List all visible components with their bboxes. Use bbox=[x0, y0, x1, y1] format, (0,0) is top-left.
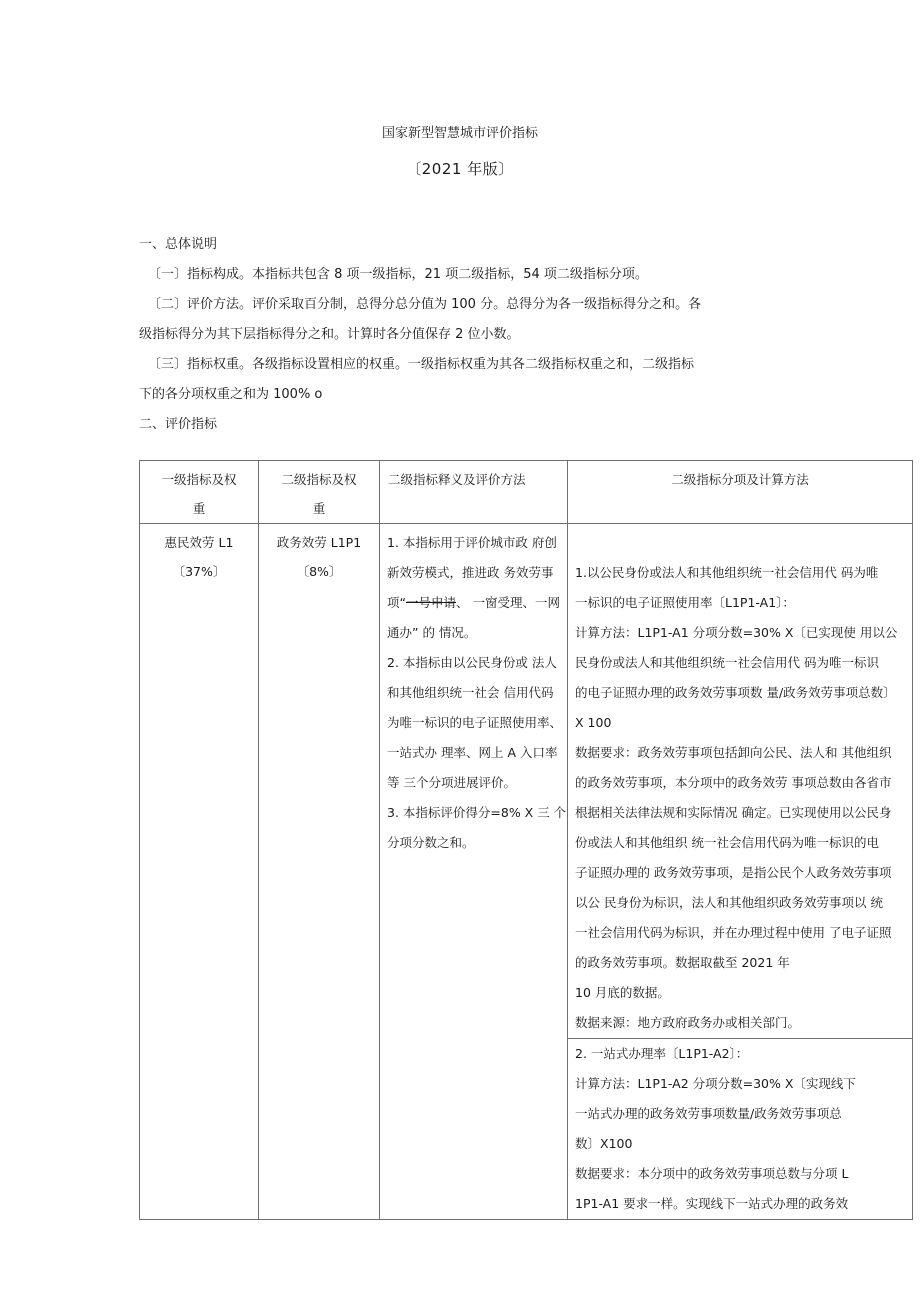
header-level2 bbox=[259, 461, 380, 524]
table-header-row bbox=[140, 461, 913, 524]
header-level1-line1: 一级指标及权 bbox=[161, 472, 237, 487]
subitem1-line: X 100 bbox=[575, 715, 612, 730]
paragraph-method-line-2: 级指标得分为其下层指标得分之和。计算时各分值保存 2 位小数。 bbox=[139, 327, 520, 342]
desc-line: 等 三个分项进展评价。 bbox=[387, 775, 516, 790]
desc-line: 和其他组织统一社会 信用代码 bbox=[387, 685, 554, 700]
level2-weight: 〔8%〕 bbox=[296, 564, 342, 579]
subitem1-line: 数据来源：地方政府政务办或相关部门。 bbox=[575, 1015, 801, 1030]
subitem1-line: 根据相关法律法规和实际情况 确定。已实现使用以公民身 bbox=[575, 805, 892, 820]
cell-level1 bbox=[140, 524, 259, 1220]
cell-subitem-1 bbox=[568, 524, 913, 1039]
subitem1-line: 10 月底的数据。 bbox=[575, 985, 670, 1000]
level1-weight: 〔37%〕 bbox=[172, 564, 226, 579]
desc-text: 项“ bbox=[387, 595, 406, 610]
desc-line: 2. 本指标由以公民身份或 法人 bbox=[387, 655, 557, 670]
subitem1-line: 一标识的电子证照使用率〔L1P1-A1〕： bbox=[575, 595, 795, 610]
subitem1-line: 一社会信用代码为标识，并在办理过程中使用 了电子证照 bbox=[575, 925, 892, 940]
header-level1 bbox=[140, 461, 259, 524]
subitem2-line: 2. 一站式办理率〔L1P1-A2〕： bbox=[575, 1046, 749, 1061]
subitem1-line: 数据要求：政务效劳事项包括卸向公民、法人和 其他组织 bbox=[575, 745, 892, 760]
header-subitems: 二级指标分项及计算方法 bbox=[568, 461, 913, 524]
desc-line: 分项分数之和。 bbox=[387, 835, 475, 850]
level2-name: 政务效劳 L1P1 bbox=[276, 535, 362, 550]
indicator-table bbox=[139, 460, 913, 1220]
subitem2-line: 数〕X100 bbox=[575, 1136, 633, 1151]
subitem2-line: 一站式办理的政务效劳事项数量/政务效劳事项总 bbox=[575, 1106, 842, 1121]
cell-description bbox=[380, 524, 568, 1220]
subitem2-line: 数据要求：本分项中的政务效劳事项总数与分项 L bbox=[575, 1166, 849, 1181]
subitem1-line: 的政务效劳事项。数据取截至 2021 年 bbox=[575, 955, 790, 970]
desc-strikethrough-text: 一号申请 bbox=[405, 595, 456, 610]
subitem1-line: 的政务效劳事项，本分项中的政务效劳 事项总数由各省市 bbox=[575, 775, 892, 790]
desc-line: 通办” 的 情况。 bbox=[387, 625, 477, 640]
desc-line bbox=[387, 588, 565, 618]
desc-line: 3. 本指标评价得分=8% X 三 个 bbox=[387, 805, 567, 820]
cell-level2 bbox=[259, 524, 380, 1220]
section-2-heading: 二、评价指标 bbox=[139, 417, 218, 432]
subitem1-line: 计算方法：L1P1-A1 分项分数=30% X〔已实现使 用以公 bbox=[575, 625, 898, 640]
subitem1-line: 的电子证照办理的政务效劳事项数 量/政务效劳事项总数〕 bbox=[575, 685, 896, 700]
desc-line: 1. 本指标用于评价城市政 府创 bbox=[387, 535, 557, 550]
header-level2-line1: 二级指标及权 bbox=[281, 472, 357, 487]
subitem2-line: 1P1-A1 要求一样。实现线下一站式办理的政务效 bbox=[575, 1196, 849, 1211]
level1-name: 惠民效劳 L1 bbox=[164, 535, 234, 550]
document-title: 国家新型智慧城市评价指标 bbox=[381, 126, 538, 141]
header-description: 二级指标释义及评价方法 bbox=[380, 461, 568, 524]
desc-line: 新效劳模式，推进政 务效劳事 bbox=[387, 565, 554, 580]
subitem2-line: 计算方法：L1P1-A2 分项分数=30% X〔实现线下 bbox=[575, 1076, 856, 1091]
paragraph-method-line-1: 〔二〕评价方法。评价采取百分制，总得分总分值为 100 分。总得分为各一级指标得分之和。各 bbox=[148, 297, 702, 312]
header-level1-line2: 重 bbox=[192, 501, 206, 516]
subitem1-line: 1.以公民身份或法人和其他组织统一社会信用代 码为唯 bbox=[575, 565, 879, 580]
cell-subitem-2 bbox=[568, 1039, 913, 1220]
subitem1-line: 民身份或法人和其他组织统一社会信用代 码为唯一标识 bbox=[575, 655, 879, 670]
paragraph-weights-line-2: 下的各分项权重之和为 100% o bbox=[139, 387, 323, 402]
section-1-heading: 一、总体说明 bbox=[139, 237, 218, 252]
desc-line: 一站式办 理率、网上 A 入口率 bbox=[387, 745, 558, 760]
document-subtitle: 〔2021 年版〕 bbox=[406, 160, 514, 178]
header-level2-line2: 重 bbox=[312, 501, 326, 516]
paragraph-composition: 〔一〕指标构成。本指标共包含 8 项一级指标，21 项二级指标，54 项二级指标分项。 bbox=[148, 267, 648, 282]
subitem1-line: 份或法人和其他组织 统一社会信用代码为唯一标识的电 bbox=[575, 835, 879, 850]
desc-line: 为唯一标识的电子证照使用率、 bbox=[387, 715, 563, 730]
subitem1-line: 以公 民身份为标识，法人和其他组织政务效劳事项以 统 bbox=[575, 895, 883, 910]
paragraph-weights-line-1: 〔三〕指标权重。各级指标设置相应的权重。一级指标权重为其各二级指标权重之和，二级指标 bbox=[148, 357, 695, 372]
subitem1-line: 子证照办理的 政务效劳事项，是指公民个人政务效劳事项 bbox=[575, 865, 892, 880]
desc-text: 、 一窗受理、一网 bbox=[456, 595, 560, 610]
table-row bbox=[140, 524, 913, 1039]
